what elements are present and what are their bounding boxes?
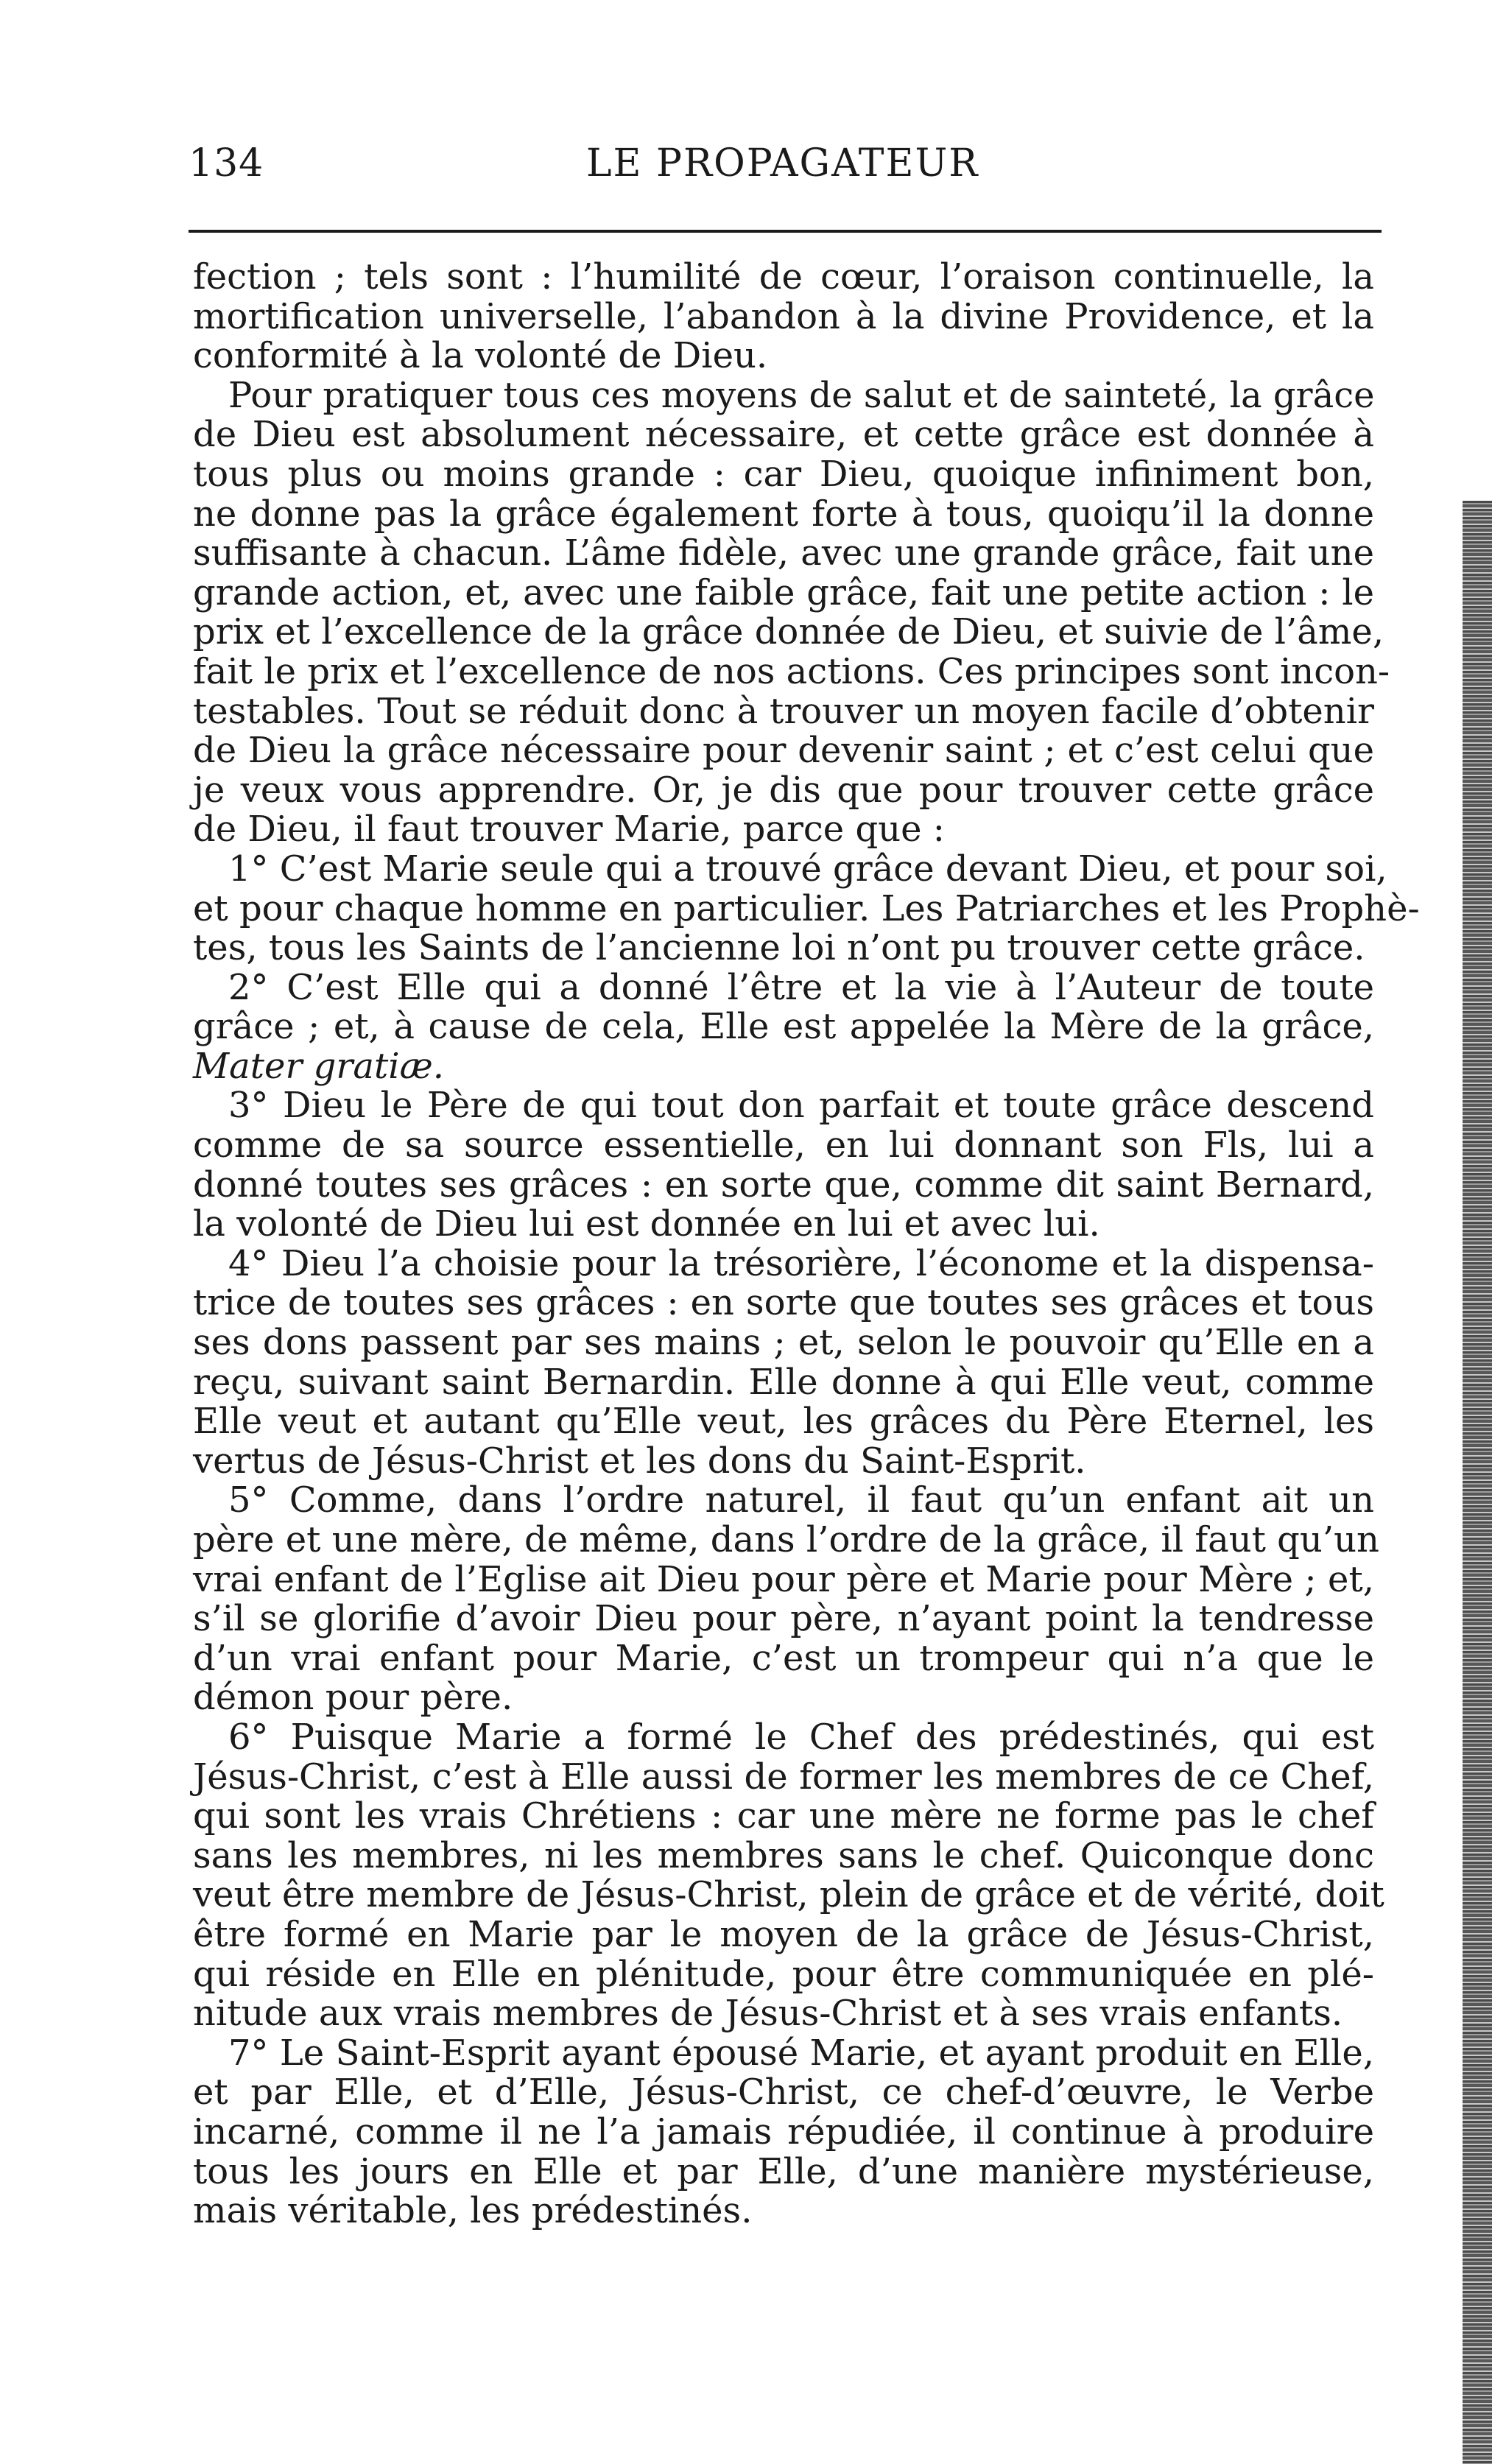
text-line: ne donne pas la grâce également forte à tous, quoiqu’il la donne: [193, 493, 1374, 535]
text-line: de Dieu est absolument nécessaire, et cette grâce est donnée à: [193, 414, 1374, 456]
text-line: 6° Puisque Marie a formé le Chef des prédestinés, qui est: [228, 1716, 1374, 1758]
text-line: 3° Dieu le Père de qui tout don parfait et toute grâce descend: [228, 1085, 1374, 1127]
text-line: Mater gratiæ.: [193, 1045, 444, 1087]
text-line: nitude aux vrais membres de Jésus-Christ et à ses vrais enfants.: [193, 1993, 1343, 2035]
text-line: de Dieu la grâce nécessaire pour devenir saint ; et c’est celui que: [193, 730, 1374, 772]
text-line: donné toutes ses grâces : en sorte que, comme dit saint Bernard,: [193, 1164, 1374, 1205]
text-line: démon pour père.: [193, 1677, 513, 1719]
text-line: 4° Dieu l’a choisie pour la trésorière, l’économe et la dispensa-: [228, 1242, 1374, 1284]
text-line: qui sont les vrais Chrétiens : car une mère ne forme pas le chef: [193, 1795, 1374, 1837]
text-line: testables. Tout se réduit donc à trouver un moyen facile d’obtenir: [193, 690, 1374, 732]
text-line: trice de toutes ses grâces : en sorte que toutes ses grâces et tous: [193, 1282, 1374, 1324]
text-line: prix et l’excellence de la grâce donnée de Dieu, et suivie de l’âme,: [193, 611, 1384, 653]
text-line: père et une mère, de même, dans l’ordre de la grâce, il faut qu’un: [193, 1519, 1379, 1560]
header-rule: [189, 230, 1382, 233]
page-header: [189, 141, 1382, 208]
page-number: 134: [189, 141, 264, 186]
text-line: 7° Le Saint-Esprit ayant épousé Marie, et ayant produit en Elle,: [228, 2032, 1374, 2074]
text-line: être formé en Marie par le moyen de la grâce de Jésus-Christ,: [193, 1913, 1374, 1955]
text-line: 2° C’est Elle qui a donné l’être et la vie à l’Auteur de toute: [228, 966, 1374, 1008]
running-title: LE PROPAGATEUR: [586, 141, 979, 186]
body-text: [193, 256, 1420, 2232]
text-line: fection ; tels sont : l’humilité de cœur, l’oraison continuelle, la: [193, 256, 1374, 298]
text-line: vrai enfant de l’Eglise ait Dieu pour père et Marie pour Mère ; et,: [193, 1558, 1374, 1600]
text-line: tous les jours en Elle et par Elle, d’une manière mystérieuse,: [193, 2150, 1374, 2192]
text-line: reçu, suivant saint Bernardin. Elle donne à qui Elle veut, comme: [193, 1361, 1374, 1403]
text-line: suffisante à chacun. L’âme fidèle, avec une grande grâce, fait une: [193, 532, 1374, 574]
text-line: mortification universelle, l’abandon à la divine Providence, et la: [193, 295, 1374, 337]
text-line: grande action, et, avec une faible grâce, fait une petite action : le: [193, 571, 1374, 613]
text-line: la volonté de Dieu lui est donnée en lui et avec lui.: [193, 1203, 1100, 1245]
text-line: 1° C’est Marie seule qui a trouvé grâce devant Dieu, et pour soi,: [228, 848, 1387, 890]
text-line: vertus de Jésus-Christ et les dons du Saint-Esprit.: [193, 1440, 1086, 1482]
scan-edge-shadow: [1463, 501, 1492, 2464]
text-line: qui réside en Elle en plénitude, pour être communiquée en plé-: [193, 1953, 1374, 1995]
text-line: sans les membres, ni les membres sans le chef. Quiconque donc: [193, 1834, 1374, 1876]
text-line: fait le prix et l’excellence de nos actions. Ces principes sont incon-: [193, 650, 1390, 692]
text-line: mais véritable, les prédestinés.: [193, 2190, 753, 2232]
text-line: tous plus ou moins grande : car Dieu, quoique infiniment bon,: [193, 453, 1374, 495]
text-line: ses dons passent par ses mains ; et, selon le pouvoir qu’Elle en a: [193, 1322, 1374, 1364]
text-line: conformité à la volonté de Dieu.: [193, 335, 768, 377]
text-line: incarné, comme il ne l’a jamais répudiée, il continue à produire: [193, 2111, 1374, 2153]
text-line: grâce ; et, à cause de cela, Elle est appelée la Mère de la grâce,: [193, 1006, 1374, 1048]
text-line: comme de sa source essentielle, en lui donnant son Fls, lui a: [193, 1124, 1374, 1166]
text-line: s’il se glorifie d’avoir Dieu pour père, n’ayant point la tendresse: [193, 1598, 1374, 1640]
text-line: Elle veut et autant qu’Elle veut, les grâces du Père Eternel, les: [193, 1401, 1374, 1443]
text-line: et pour chaque homme en particulier. Les Patriarches et les Prophè-: [193, 887, 1420, 929]
text-line: tes, tous les Saints de l’ancienne loi n’ont pu trouver cette grâce.: [193, 927, 1365, 969]
text-line: Jésus-Christ, c’est à Elle aussi de former les membres de ce Chef,: [193, 1756, 1374, 1798]
text-line: de Dieu, il faut trouver Marie, parce que :: [193, 809, 945, 851]
text-line: je veux vous apprendre. Or, je dis que pour trouver cette grâce: [193, 769, 1374, 811]
text-line: veut être membre de Jésus-Christ, plein de grâce et de vérité, doit: [193, 1874, 1384, 1916]
text-line: d’un vrai enfant pour Marie, c’est un trompeur qui n’a que le: [193, 1637, 1374, 1679]
text-line: et par Elle, et d’Elle, Jésus-Christ, ce chef-d’œuvre, le Verbe: [193, 2071, 1374, 2113]
text-line: 5° Comme, dans l’ordre naturel, il faut qu’un enfant ait un: [228, 1479, 1374, 1521]
text-line: Pour pratiquer tous ces moyens de salut et de sainteté, la grâce: [228, 374, 1375, 416]
